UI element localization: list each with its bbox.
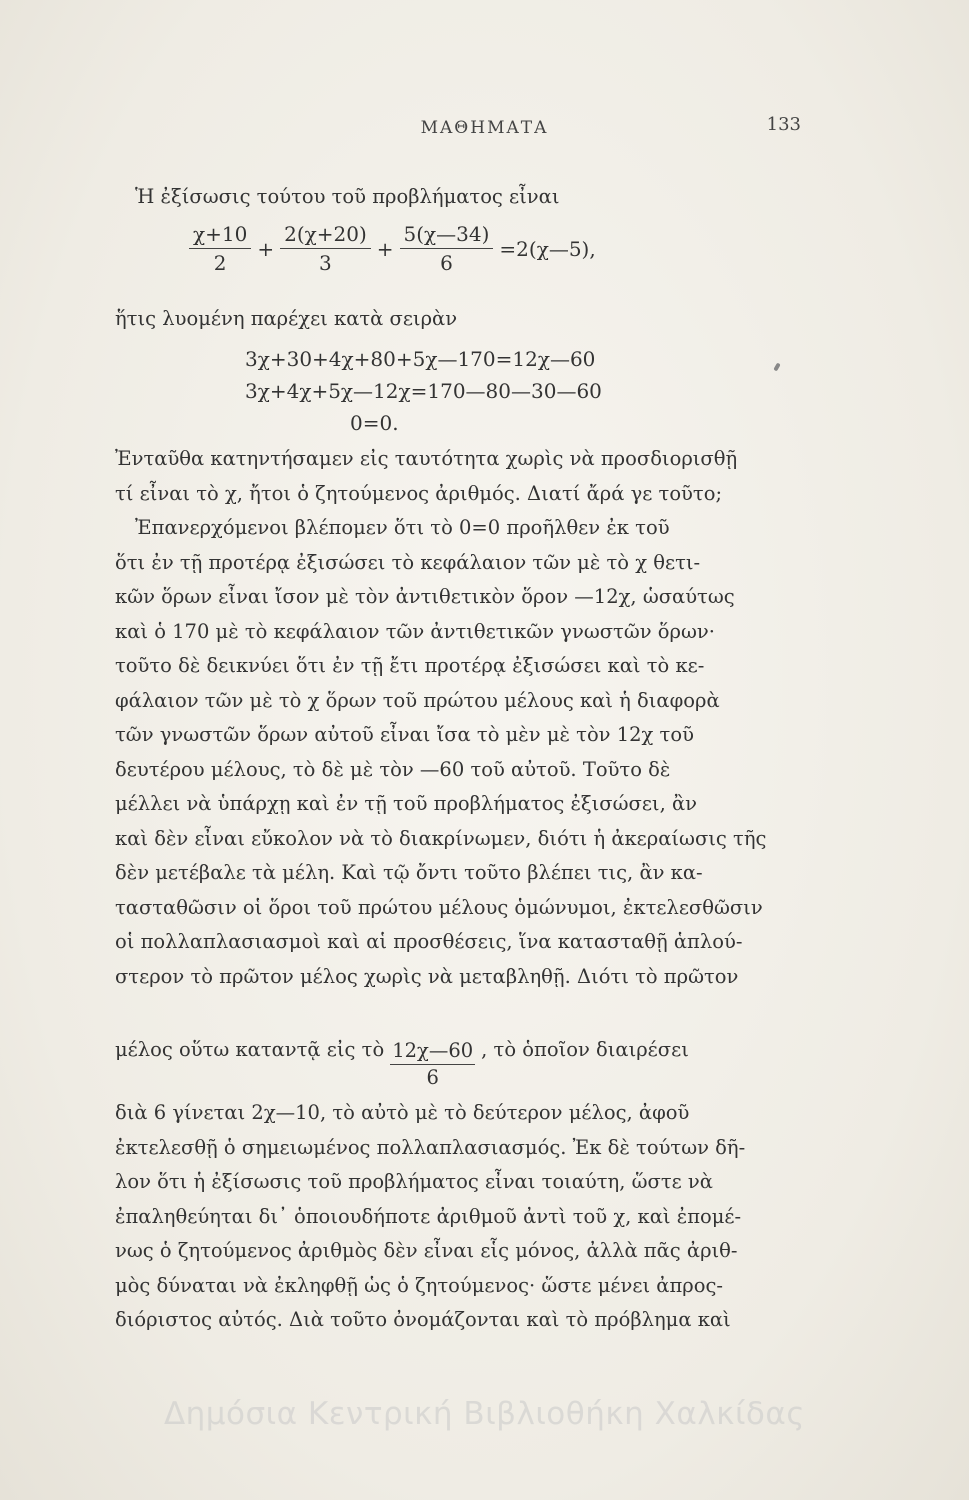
text-line: ἐπαληθεύηται δι᾽ ὁποιουδήποτε ἀριθμοῦ ἀντὶ τοῦ χ, καὶ ἐπομέ- [115,1204,742,1228]
text-line: Ἐπανερχόμενοι βλέπομεν ὅτι τὸ 0=0 προῆλθεν ἐκ τοῦ [135,516,670,539]
fraction-numerator: 5(χ—34) [400,222,494,249]
paragraph-3 [115,1096,793,1338]
fraction-numerator: 2(χ+20) [280,222,371,249]
text-line: τασταθῶσιν οἱ ὅροι τοῦ πρώτου μέλους ὁμώνυμοι, ἐκτελεσθῶσιν [115,895,763,919]
text-line: ὅτι ἐν τῇ προτέρᾳ ἐξισώσει τὸ κεφάλαιον τῶν μὲ τὸ χ θετι- [115,550,701,574]
text-line: διὰ 6 γίνεται 2χ—10, τὸ αὐτὸ μὲ τὸ δεύτερον μέλος, ἀφοῦ [115,1101,690,1124]
fraction-numerator: χ+10 [189,222,251,249]
text-line: φάλαιον τῶν μὲ τὸ χ ὅρων τοῦ πρώτου μέλους καὶ ἡ διαφορὰ [115,688,720,712]
text-line: καὶ δὲν εἶναι εὔκολον νὰ τὸ διακρίνωμεν, διότι ἡ ἀκεραίωσις τῆς [115,826,767,850]
text-line: νως ὁ ζητούμενος ἀριθμὸς δὲν εἶναι εἷς μόνος, ἀλλὰ πᾶς ἀριθ- [115,1239,738,1262]
solution-step-2: 3χ+4χ+5χ—12χ=170—80—30—60 [245,379,602,403]
page-number: 133 [766,114,801,135]
fraction-denominator: 6 [440,251,453,275]
solution-step-1: 3χ+30+4χ+80+5χ—170=12χ—60 [245,347,596,371]
fraction-numerator: 12χ—60 [390,1038,475,1065]
text-line: τῶν γνωστῶν ὅρων αὐτοῦ εἶναι ἴσα τὸ μὲν μὲ τὸν 12χ τοῦ [115,723,694,746]
fraction-denominator: 3 [319,251,332,275]
text-line: ἐκτελεσθῇ ὁ σημειωμένος πολλαπλασιασμός. Ἐκ δὲ τούτων δῆ- [115,1135,746,1159]
fraction-line-before: μέλος οὕτω καταντᾷ εἰς τὸ [115,1038,385,1061]
fraction-denominator: 2 [213,251,227,275]
inline-fraction [390,1038,475,1091]
text-line: διόριστος αὐτός. Διὰ τοῦτο ὀνομάζονται καὶ τὸ πρόβλημα καὶ [115,1308,731,1331]
text-line: λον ὅτι ἡ ἐξίσωσις τοῦ προβλήματος εἶναι τοιαύτη, ὥστε νὰ [115,1170,713,1193]
paragraph-1 [115,442,793,511]
fraction-term-2 [280,222,371,275]
text-line: κῶν ὅρων εἶναι ἴσον μὲ τὸν ἀντιθετικὸν ὅρον —12χ, ὡσαύτως [115,585,735,608]
plus-sign: + [257,236,275,261]
solve-intro-text [115,302,793,337]
equation-rhs: =2(χ—5), [499,236,596,261]
main-equation [185,222,598,275]
running-header: ΜΑΘΗΜΑΤΑ [420,118,549,138]
text-line: Ἡ ἐξίσωσις τούτου τοῦ προβλήματος εἶναι [135,185,560,208]
text-line: Ἐνταῦθα κατηντήσαμεν εἰς ταυτότητα χωρὶς νὰ προσδιορισθῇ [115,447,738,470]
fraction-term-3 [400,222,494,275]
library-watermark: Δημόσια Κεντρική Βιβλιοθήκη Χαλκίδας [163,1396,806,1432]
intro-text [115,180,793,215]
text-line: μὸς δύναται νὰ ἐκληφθῇ ὡς ὁ ζητούμενος· ὥστε μένει ἀπρος- [115,1273,723,1297]
text-line: τί εἶναι τὸ χ, ἤτοι ὁ ζητούμενος ἀριθμός. Διατί ἄρά γε τοῦτο; [115,481,723,505]
text-line: δὲν μετέβαλε τὰ μέλη. Καὶ τῷ ὄντι τοῦτο βλέπει τις, ἂν κα- [115,861,703,884]
text-line: στερον τὸ πρῶτον μέλος χωρὶς νὰ μεταβληθῇ. Διότι τὸ πρῶτον [115,964,739,988]
fraction-line-content [115,1024,793,1089]
fraction-term-1 [189,222,251,275]
text-line: οἱ πολλαπλασιασμοὶ καὶ αἱ προσθέσεις, ἵνα κατασταθῇ ἁπλού- [115,930,743,953]
solution-step-3: 0=0. [350,411,399,435]
text-line: τοῦτο δὲ δεικνύει ὅτι ἐν τῇ ἔτι προτέρᾳ ἐξισώσει καὶ τὸ κε- [115,654,705,677]
fraction-line-after: , τὸ ὁποῖον διαιρέσει [481,1038,689,1061]
text-line: μέλλει νὰ ὑπάρχῃ καὶ ἐν τῇ τοῦ προβλήματος ἐξισώσει, ἂν [115,792,697,815]
paragraph-2 [115,511,793,994]
fraction-line [115,1024,793,1104]
ink-speck [773,363,780,372]
text-line: καὶ ὁ 170 μὲ τὸ κεφάλαιον τῶν ἀντιθετικῶν γνωστῶν ὅρων· [115,619,715,643]
plus-sign: + [376,236,394,261]
fraction-denominator: 6 [426,1066,439,1089]
text-line: ἥτις λυομένη παρέχει κατὰ σειρὰν [115,307,458,330]
text-line: δευτέρου μέλους, τὸ δὲ μὲ τὸν —60 τοῦ αὐτοῦ. Τοῦτο δὲ [115,757,671,781]
